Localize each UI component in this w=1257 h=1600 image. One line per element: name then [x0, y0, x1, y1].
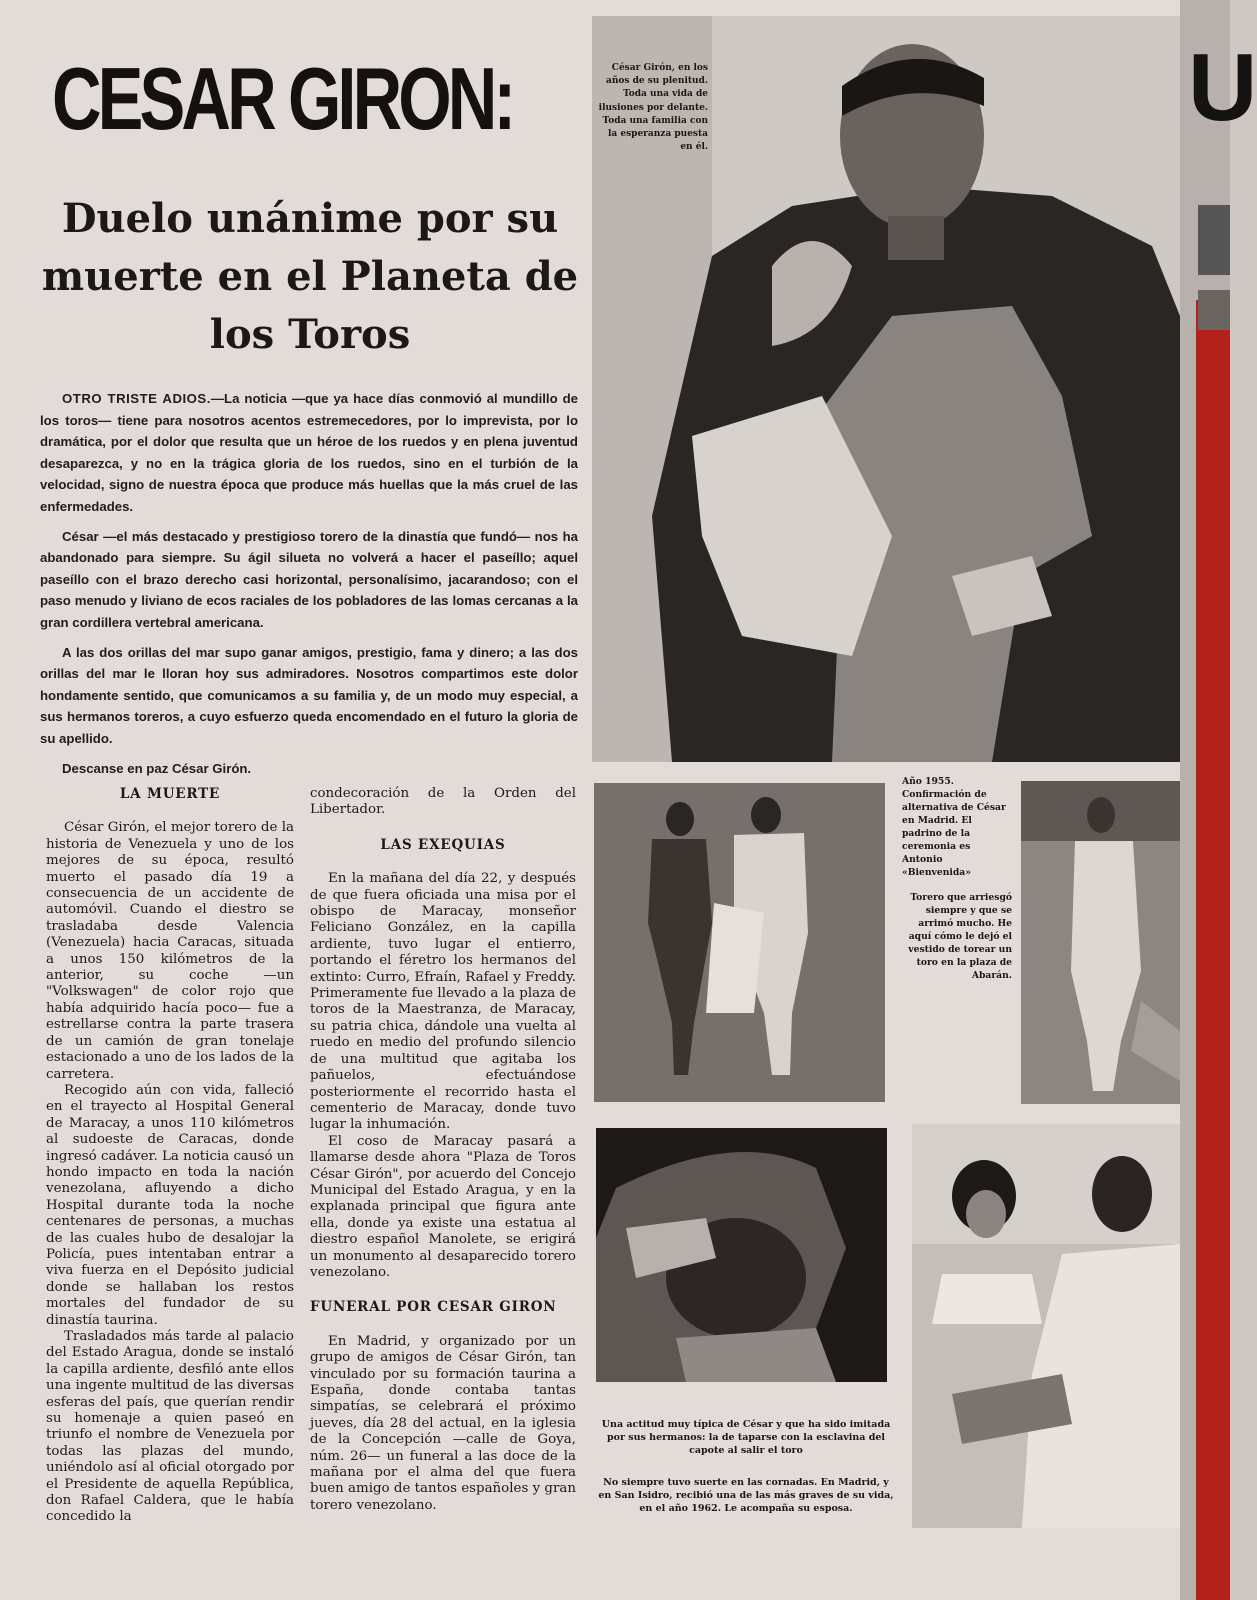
abaran-photo: [1021, 781, 1180, 1104]
lead-section: [40, 388, 578, 787]
lead-signoff: Descanse en paz César Girón.: [62, 760, 252, 776]
capote-photo: [596, 1128, 887, 1382]
confirmation-photo: [594, 783, 885, 1102]
subheadline: Duelo unánime por su muerte en el Planeta de los Toros: [41, 195, 579, 358]
next-page-photo: [1198, 205, 1230, 275]
next-page-letter: U: [1188, 34, 1257, 141]
body-paragraph: En Madrid, y organizado por un grupo de amigos de César Girón, tan vinculado por su formación taurina a España, donde contaba tantas simpatías, se celebrará el próximo jueves, día 28 del actual, en la iglesia de la Concepción —calle de Goya, núm. 26— un funeral a las doce de la mañana por el alma del que fuera buen amigo de tantos españoles y gran torero venezolano.: [310, 1333, 576, 1513]
body-paragraph: El coso de Maracay pasará a llamarse desde ahora "Plaza de Toros César Girón", por acuerdo del Concejo Municipal del Estado Aragua, y en la explanada principal que figura ante ella, donde ya existe una estatua al diestro español Manolete, se erigirá un monumento al desaparecido torero venezolano.: [310, 1133, 576, 1280]
body-paragraph: César Girón, el mejor torero de la historia de Venezuela y uno de los mejores de su época, resultó muerto el pasado día 19 a consecuencia de un accidente de automóvil. Cuando el diestro se trasladaba desde Valencia (Venezuela) hacia Caracas, situada a unos 150 kilómetros de la anterior, su coche —un "Volkswagen" de color rojo que había adquirido hacía poco— fue a estrellarse contra la parte trasera de un camión de gran tonelaje estacionado a uno de los lados de la carretera.: [46, 820, 294, 1082]
lead-paragraph: A las dos orillas del mar supo ganar amigos, prestigio, fama y dinero; a las dos orillas del mar le lloran hoy sus admiradores. Nosotros compartimos este dolor hondamente sentido, que comunicamos a su familia y, de un modo muy especial, a sus hermanos toreros, a cuyo esfuerzo queda encomendado en el futuro la gloria de su apellido.: [40, 644, 578, 746]
column-la-muerte: [46, 786, 294, 1526]
lead-paragraph: [40, 388, 578, 518]
next-page-photo: [1198, 290, 1230, 330]
confirmation-caption: [902, 775, 1012, 982]
lead-kicker: OTRO TRISTE ADIOS.: [62, 391, 211, 406]
body-paragraph: condecoración de la Orden del Libertador.: [310, 786, 576, 818]
column-exequias: [310, 786, 576, 1514]
section-heading-funeral: FUNERAL POR CESAR GIRON: [310, 1299, 557, 1316]
headline: CESAR GIRON:: [52, 49, 513, 148]
lead-paragraph: César —el más destacado y prestigioso torero de la dinastía que fundó— nos ha abandonado para siempre. Su ágil silueta no volverá a hacer el paseíllo; aquel paseíllo con el brazo derecho casi horizontal, personalísimo, jacarandoso; con el paso menudo y liviano de ecos raciales de los pobladores de las lomas cercanas a la gran cordillera vertebral americana.: [40, 528, 578, 630]
lead-text: —La noticia —que ya hace días conmovió al mundillo de los toros— tiene para nosotros acentos estremecedores, por lo imprevista, por lo dramática, por el dolor que resulta que un héroe de los ruedos y en plena juventud desaparezca, y no en la trágica gloria de los ruedos, sino en el turbión de la velocidad, signo de nuestra época que produce más huellas que la más cruel de las enfermedades.: [40, 391, 578, 514]
torero-caption-text: Torero que arriesgó siempre y que se arrimó mucho. He aquí cómo le dejó el vestido de torear un toro en la plaza de Abarán.: [908, 892, 1012, 981]
hospital-photo: [912, 1124, 1180, 1528]
section-heading-exequias: LAS EXEQUIAS: [380, 836, 506, 853]
body-paragraph: Trasladados más tarde al palacio del Estado Aragua, donde se instaló la capilla ardiente, desfiló ante ellos una ingente multitud de las diversas esferas del país, que querían rendir su homenaje a quien paseó en triunfo el nombre de Venezuela por todas las plazas del mundo, uniéndolo así al oficial otorgado por el Presidente de aquella República, don Rafael Caldera, que le había concedido la: [46, 1329, 294, 1525]
body-paragraph: En la mañana del día 22, y después de que fuera oficiada una misa por el obispo de Maracay, monseñor Feliciano González, en la capilla ardiente, tuvo lugar el entierro, portando el féretro los hermanos del extinto: Curro, Efraín, Rafael y Freddy. Primeramente fue llevado a la plaza de toros de la Maestranza, de Maracay, su patria chica, dándole una vuelta al ruedo en medio del profundo silencio de una multitud que agitaba los pañuelos, efectuándose posteriormente el recorrido hasta el cementerio de Maracay, donde tuvo lugar la inhumación.: [310, 871, 576, 1133]
section-heading-la-muerte: LA MUERTE: [119, 786, 221, 802]
portrait-caption: César Girón, en los años de su plenitud. Toda una vida de ilusiones por delante. Toda una familia con la esperanza puesta en él.: [598, 63, 708, 153]
next-page-red-strip: [1196, 300, 1230, 1600]
body-paragraph: Recogido aún con vida, falleció en el trayecto al Hospital General de Maracay, a unos 110 kilómetros al sudoeste de Caracas, donde ingresó cadáver. La noticia causó un hondo impacto en toda la nación venezolana, afluyendo a dicho Hospital durante toda la noche centenares de personas, a muchas de las cuales hubo de desalojar la Policía, pues intentaban entrar a viva fuerza en el Depósito judicial donde se hallaban los restos mortales del fundador de su dinastía taurina.: [46, 1082, 295, 1328]
cornadas-caption: No siempre tuvo suerte en las cornadas. En Madrid, y en San Isidro, recibió una de las más graves de su vida, en el año 1962. Le acompaña su esposa.: [598, 1477, 894, 1514]
confirmation-caption-text: Año 1955. Confirmación de alternativa de César en Madrid. El padrino de la ceremonia es Antonio «Bienvenida»: [902, 776, 1006, 878]
capote-caption: Una actitud muy típica de César y que ha sido imitada por sus hermanos: la de taparse con la esclavina del capote al salir el toro: [601, 1419, 891, 1456]
